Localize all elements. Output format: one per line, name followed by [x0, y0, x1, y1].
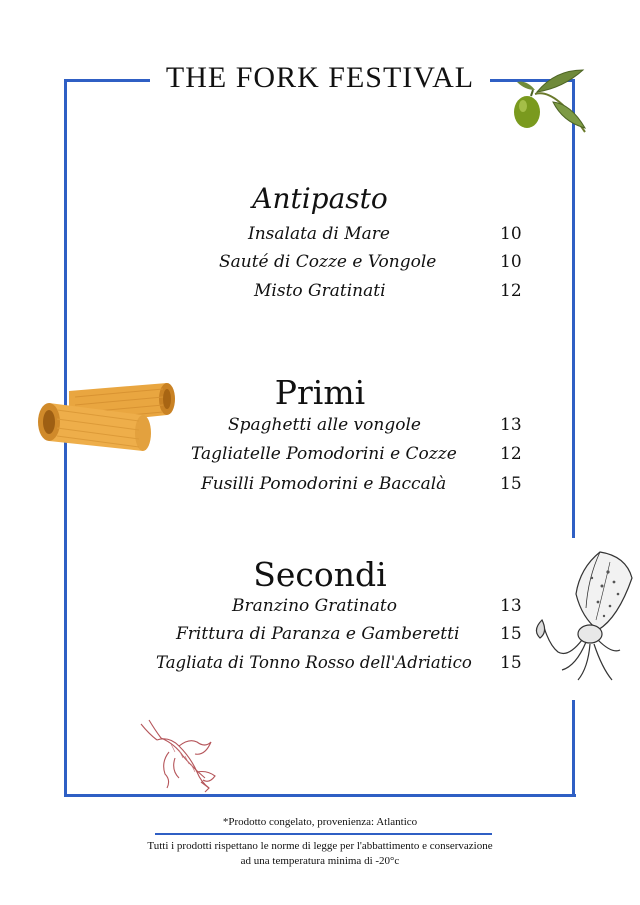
menu-item-price: 10: [500, 252, 522, 272]
frame-bottom: [64, 794, 576, 797]
menu-item-price: 12: [500, 444, 522, 464]
frame-right-upper: [572, 79, 575, 538]
menu-title: THE FORK FESTIVAL: [150, 58, 490, 98]
menu-item-price: 12: [500, 281, 522, 301]
rigatoni-pasta-icon: [35, 375, 180, 470]
menu-item: Sauté di Cozze e Vongole: [219, 252, 437, 272]
footnote-legal-line-2: ad una temperatura minima di -20°c: [240, 855, 400, 867]
lobster-icon: [135, 718, 220, 793]
squid-icon: [528, 548, 638, 688]
menu-item: Frittura di Paranza e Gamberetti: [176, 624, 460, 644]
menu-item: Misto Gratinati: [254, 281, 386, 301]
frame-right-lower: [572, 700, 575, 797]
menu-item: Spaghetti alle vongole: [228, 415, 421, 435]
section-title-antipasto: Antipasto: [252, 182, 388, 215]
section-title-secondi: Secondi: [253, 555, 387, 594]
menu-item: Fusilli Pomodorini e Baccalà: [201, 474, 447, 494]
menu-item: Tagliatelle Pomodorini e Cozze: [191, 444, 457, 464]
footnote-frozen: *Prodotto congelato, provenienza: Atlantico: [222, 816, 418, 828]
menu-item: Insalata di Mare: [248, 224, 390, 244]
menu-item: Branzino Gratinato: [232, 596, 397, 616]
footnote-divider: [155, 833, 492, 835]
footnote-legal-line-1: Tutti i prodotti rispettano le norme di legge per l'abbattimento e conservazione: [147, 840, 493, 852]
menu-item-price: 13: [500, 415, 522, 435]
olive-branch-icon: [505, 66, 590, 138]
menu-item-price: 15: [500, 474, 522, 494]
section-title-primi: Primi: [274, 373, 366, 412]
menu-item-price: 15: [500, 653, 522, 673]
menu-item-price: 15: [500, 624, 522, 644]
menu-item: Tagliata di Tonno Rosso dell'Adriatico: [156, 653, 472, 672]
menu-item-price: 13: [500, 596, 522, 616]
frame-top-left: [64, 79, 156, 82]
menu-item-price: 10: [500, 224, 522, 244]
